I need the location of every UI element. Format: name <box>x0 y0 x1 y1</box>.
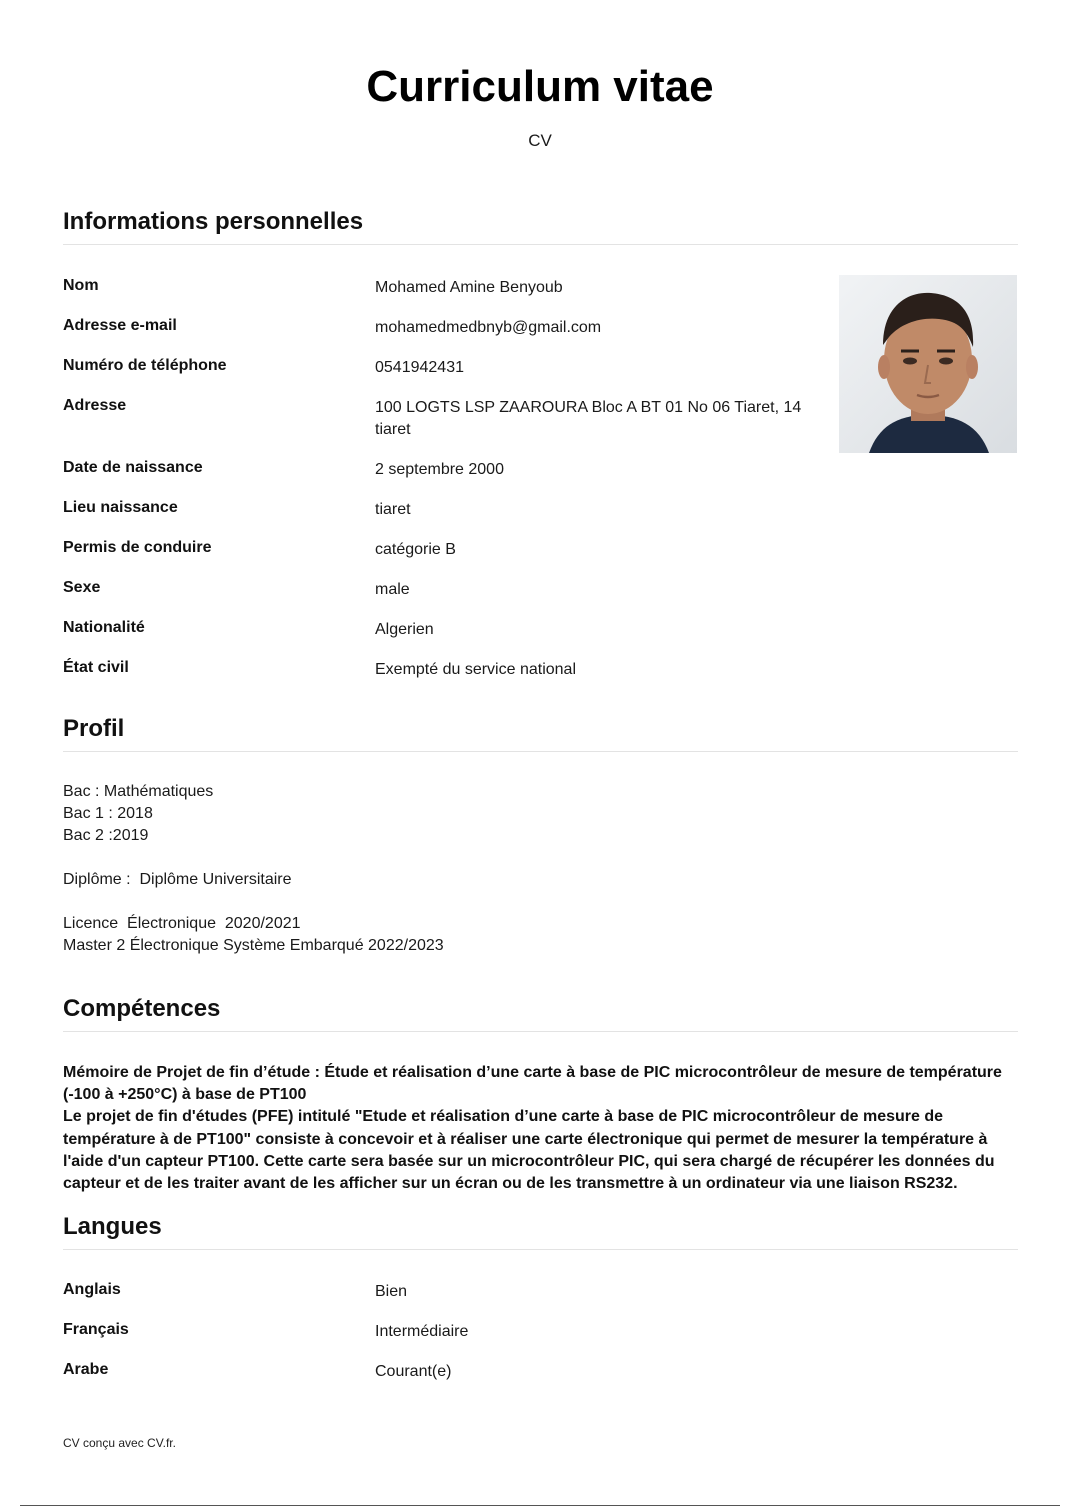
personal-row-nationality <box>63 619 823 659</box>
page-bottom-divider <box>20 1505 1060 1506</box>
section-heading-profil: Profil <box>63 715 1018 752</box>
language-label: Français <box>63 1321 129 1338</box>
language-row-anglais <box>63 1281 823 1321</box>
row-value: male <box>375 581 410 598</box>
competences-text <box>63 1062 1013 1195</box>
row-label: Numéro de téléphone <box>63 357 227 374</box>
language-label: Arabe <box>63 1361 109 1378</box>
section-heading-personal: Informations personnelles <box>63 208 1018 245</box>
row-value: Algerien <box>375 621 434 638</box>
personal-row-sex <box>63 579 823 619</box>
personal-row-address <box>63 397 823 437</box>
profil-line: Bac : Mathématiques <box>63 783 214 800</box>
personal-row-phone <box>63 357 823 397</box>
row-label: Lieu naissance <box>63 499 178 516</box>
row-value: mohamedmedbnyb@gmail.com <box>375 319 602 336</box>
portrait-illustration <box>839 275 1017 453</box>
personal-row-civil-status <box>63 659 823 699</box>
page-title: Curriculum vitae <box>366 62 714 111</box>
personal-row-birthplace <box>63 499 823 539</box>
row-value: 0541942431 <box>375 359 464 376</box>
language-level: Courant(e) <box>375 1363 452 1380</box>
row-label: État civil <box>63 659 129 676</box>
row-value: 2 septembre 2000 <box>375 461 504 478</box>
profil-line: Diplôme : Diplôme Universitaire <box>63 871 292 888</box>
row-label: Adresse <box>63 397 127 414</box>
language-level: Intermédiaire <box>375 1323 469 1340</box>
personal-row-name <box>63 277 823 317</box>
personal-row-email <box>63 317 823 357</box>
row-label: Date de naissance <box>63 459 203 476</box>
profil-line: Bac 2 :2019 <box>63 827 149 844</box>
row-label: Sexe <box>63 579 101 596</box>
row-label: Permis de conduire <box>63 539 212 556</box>
language-row-arabe <box>63 1361 823 1401</box>
row-value: Exempté du service national <box>375 661 576 678</box>
personal-row-license <box>63 539 823 579</box>
row-label: Nationalité <box>63 619 145 636</box>
row-label: Adresse e-mail <box>63 317 177 334</box>
page-subtitle: CV <box>528 131 552 150</box>
language-row-francais <box>63 1321 823 1361</box>
profil-line: Licence Électronique 2020/2021 <box>63 915 301 932</box>
row-value: catégorie B <box>375 541 456 558</box>
row-value: 100 LOGTS LSP ZAAROURA Bloc A BT 01 No 06 Tiaret, 14 tiaret <box>375 399 802 438</box>
personal-row-birthdate <box>63 459 823 499</box>
competences-paragraph: Le projet de fin d'études (PFE) intitulé "Etude et réalisation d’une carte à base de PIC microcontrôleur de mesure de température à de PT100" consiste à concevoir et à réaliser une carte électronique qui permet de mesurer la température à l'aide d'un capteur PT100. Cette carte sera basée sur un microcontrôleur PIC, qui sera chargé de récupérer les données du capteur et de les traiter avant de les afficher sur un écran ou de les transmettre à un ordinateur via une liaison RS232. <box>63 1108 995 1193</box>
section-heading-competences: Compétences <box>63 995 1018 1032</box>
row-value: tiaret <box>375 501 411 518</box>
row-label: Nom <box>63 277 99 294</box>
competences-paragraph: Mémoire de Projet de fin d’étude : Étude et réalisation d’une carte à base de PIC microcontrôleur de mesure de température (-100 à +250°C) à base de PT100 <box>63 1064 1002 1104</box>
language-label: Anglais <box>63 1281 121 1298</box>
row-value: Mohamed Amine Benyoub <box>375 279 563 296</box>
profil-line: Master 2 Électronique Système Embarqué 2022/2023 <box>63 937 444 954</box>
profile-photo <box>839 275 1017 453</box>
language-level: Bien <box>375 1283 408 1300</box>
footer-credit: CV conçu avec CV.fr. <box>63 1436 176 1450</box>
profil-line: Bac 1 : 2018 <box>63 805 153 822</box>
section-heading-langues: Langues <box>63 1213 1018 1250</box>
